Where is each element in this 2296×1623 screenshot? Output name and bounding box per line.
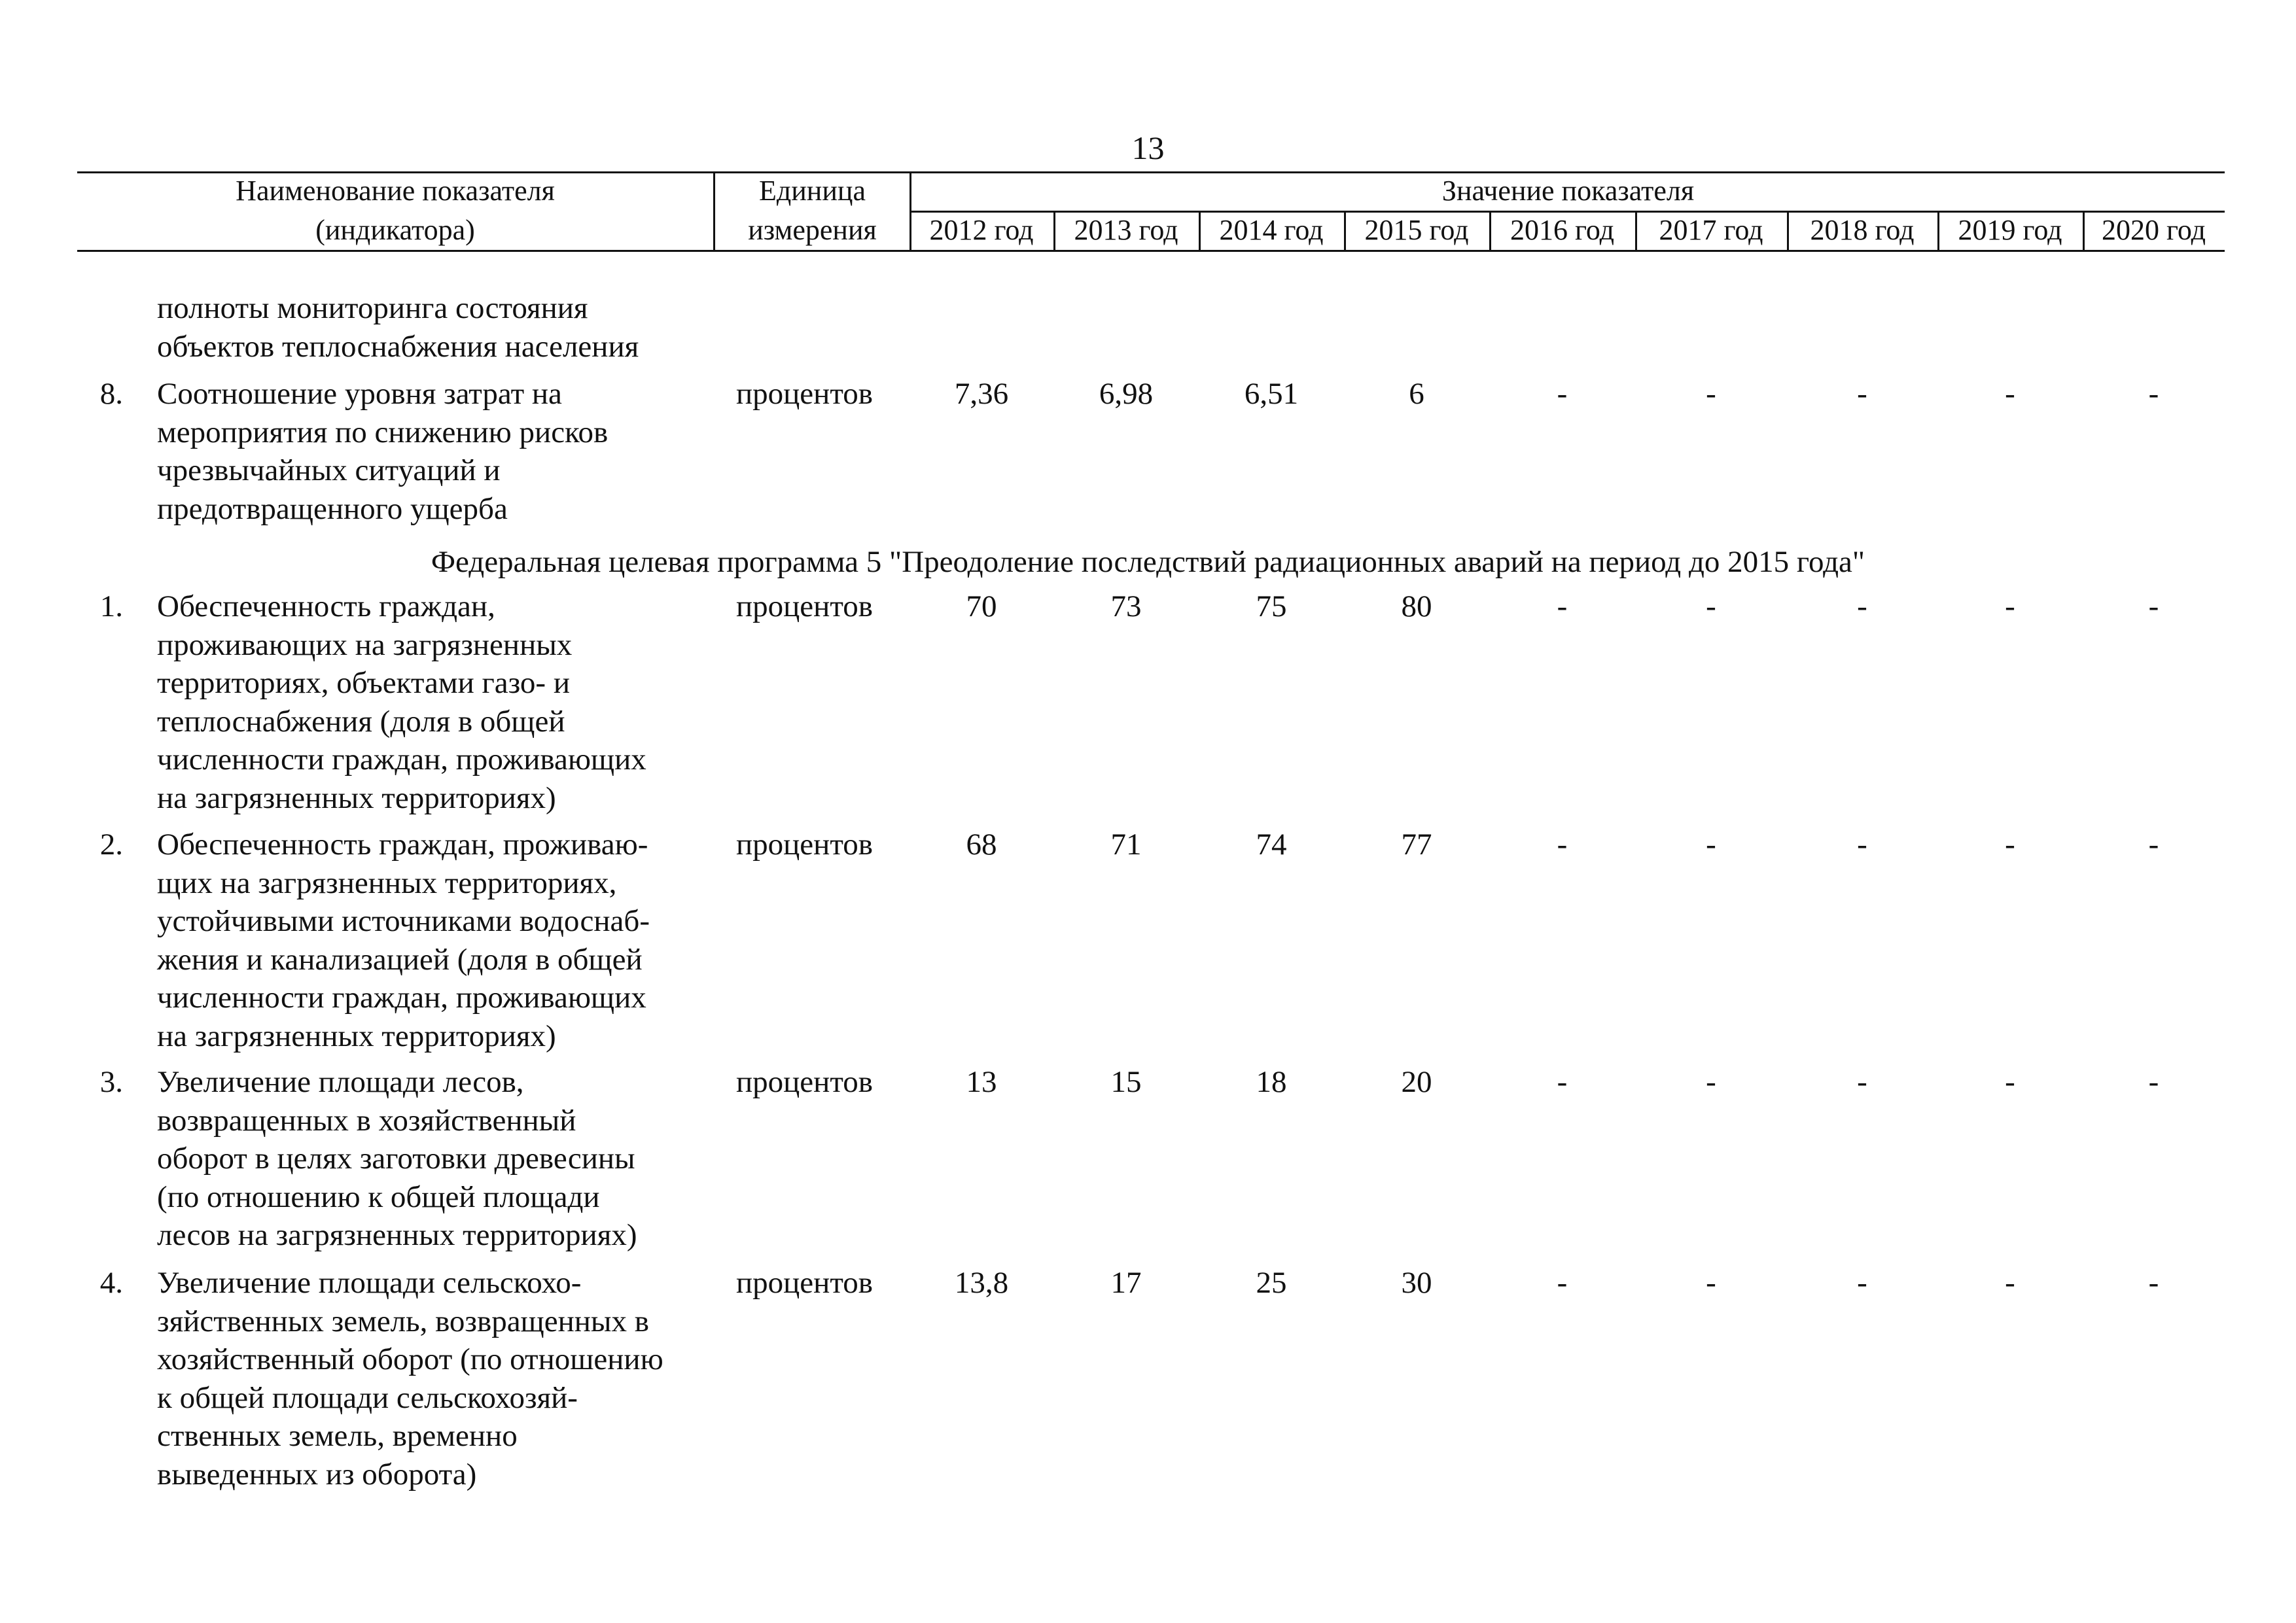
indicator-value: - bbox=[2148, 828, 2159, 862]
header-unit-line1: Единица bbox=[759, 175, 866, 207]
indicator-value: - bbox=[1557, 1065, 1568, 1099]
header-year-2: 2014 год bbox=[1219, 214, 1324, 246]
indicator-name: Обеспеченность граждан, проживающих на загрязненных территориях, объектами газо- и теплоснабжения (доля в общей численности граждан, проживающих на загрязненных территориях) bbox=[157, 589, 646, 815]
indicator-value: 13,8 bbox=[954, 1266, 1009, 1300]
header-value-group: Значение показателя bbox=[1441, 175, 1695, 207]
indicator-value: - bbox=[1857, 589, 1867, 623]
indicator-value: - bbox=[1557, 377, 1568, 411]
indicator-name: Увеличение площади лесов, возвращенных в хозяйственный оборот в целях заготовки древесины (по отношению к общей площади лесов на загрязненных территориях) bbox=[157, 1065, 637, 1252]
indicator-value: - bbox=[1706, 377, 1716, 411]
header-bottom-rule bbox=[77, 250, 2225, 252]
indicator-value: 74 bbox=[1256, 828, 1287, 862]
indicator-value: - bbox=[1857, 1266, 1867, 1300]
page-number: 13 bbox=[1131, 130, 1165, 166]
header-year-8: 2020 год bbox=[2101, 214, 2206, 246]
indicator-value: - bbox=[1857, 1065, 1867, 1099]
indicator-value: - bbox=[2148, 1266, 2159, 1300]
header-year-4: 2016 год bbox=[1510, 214, 1615, 246]
header-name-line2: (индикатора) bbox=[315, 214, 475, 246]
indicator-value: - bbox=[2148, 1065, 2159, 1099]
section-title: Федеральная целевая программа 5 "Преодоление последствий радиационных аварий на период до 2015 года" bbox=[431, 545, 1865, 579]
indicator-value: - bbox=[2148, 377, 2159, 411]
indicator-unit: процентов bbox=[736, 1266, 873, 1300]
continuation-name: полноты мониторинга состояния объектов теплоснабжения населения bbox=[157, 291, 639, 364]
indicator-value: 30 bbox=[1401, 1266, 1432, 1300]
indicator-unit: процентов bbox=[736, 1065, 873, 1099]
indicator-unit: процентов bbox=[736, 828, 873, 862]
indicator-value: 17 bbox=[1110, 1266, 1142, 1300]
indicator-value: - bbox=[2005, 828, 2015, 862]
indicator-value: - bbox=[2148, 589, 2159, 623]
header-year-3: 2015 год bbox=[1364, 214, 1469, 246]
indicator-value: - bbox=[2005, 377, 2015, 411]
indicator-value: 7,36 bbox=[954, 377, 1009, 411]
indicator-value: - bbox=[1557, 828, 1568, 862]
indicator-value: - bbox=[1706, 1065, 1716, 1099]
row-number: 8. bbox=[99, 377, 123, 411]
header-year-6: 2018 год bbox=[1810, 214, 1915, 246]
row-number: 4. bbox=[99, 1266, 123, 1300]
header-year-1: 2013 год bbox=[1074, 214, 1178, 246]
header-year-0: 2012 год bbox=[929, 214, 1034, 246]
indicator-unit: процентов bbox=[736, 377, 873, 411]
header-year-5: 2017 год bbox=[1659, 214, 1763, 246]
indicator-value: - bbox=[1706, 1266, 1716, 1300]
indicator-value: 75 bbox=[1256, 589, 1287, 623]
header-year-7: 2019 год bbox=[1958, 214, 2062, 246]
indicator-value: - bbox=[1706, 589, 1716, 623]
indicator-value: 6 bbox=[1409, 377, 1424, 411]
indicator-value: 6,98 bbox=[1099, 377, 1154, 411]
indicator-value: - bbox=[1857, 377, 1867, 411]
indicator-name: Увеличение площади сельскохо- зяйственных земель, возвращенных в хозяйственный оборот (по отношению к общей площади сельскохозяй- ственных земель, временно выведенных из оборота) bbox=[157, 1266, 663, 1492]
row-number: 1. bbox=[99, 589, 123, 623]
header-unit-line2: измерения bbox=[748, 214, 877, 246]
indicator-value: - bbox=[2005, 1266, 2015, 1300]
indicator-value: 71 bbox=[1110, 828, 1142, 862]
row-number: 2. bbox=[99, 828, 123, 862]
header-name-line1: Наименование показателя bbox=[236, 175, 555, 207]
indicator-value: 25 bbox=[1256, 1266, 1287, 1300]
indicator-name: Соотношение уровня затрат на мероприятия по снижению рисков чрезвычайных ситуаций и предотвращенного ущерба bbox=[157, 377, 609, 526]
indicator-value: 73 bbox=[1110, 589, 1142, 623]
indicator-value: 15 bbox=[1110, 1065, 1142, 1099]
indicator-value: - bbox=[1706, 828, 1716, 862]
indicator-name: Обеспеченность граждан, проживаю- щих на загрязненных территориях, устойчивыми источниками водоснаб- жения и канализацией (доля в общей численности граждан, проживающих на загрязненных территориях) bbox=[157, 828, 650, 1053]
indicator-unit: процентов bbox=[736, 589, 873, 623]
indicator-value: 68 bbox=[966, 828, 997, 862]
indicator-value: 80 bbox=[1401, 589, 1432, 623]
indicator-value: 13 bbox=[966, 1065, 997, 1099]
indicator-value: - bbox=[1557, 1266, 1568, 1300]
indicator-value: 20 bbox=[1401, 1065, 1432, 1099]
indicator-value: - bbox=[1857, 828, 1867, 862]
indicator-value: - bbox=[2005, 1065, 2015, 1099]
indicator-value: 6,51 bbox=[1244, 377, 1299, 411]
indicator-value: - bbox=[1557, 589, 1568, 623]
indicator-value: 77 bbox=[1401, 828, 1432, 862]
row-number: 3. bbox=[99, 1065, 123, 1099]
indicator-value: - bbox=[2005, 589, 2015, 623]
indicator-value: 18 bbox=[1256, 1065, 1287, 1099]
indicator-value: 70 bbox=[966, 589, 997, 623]
